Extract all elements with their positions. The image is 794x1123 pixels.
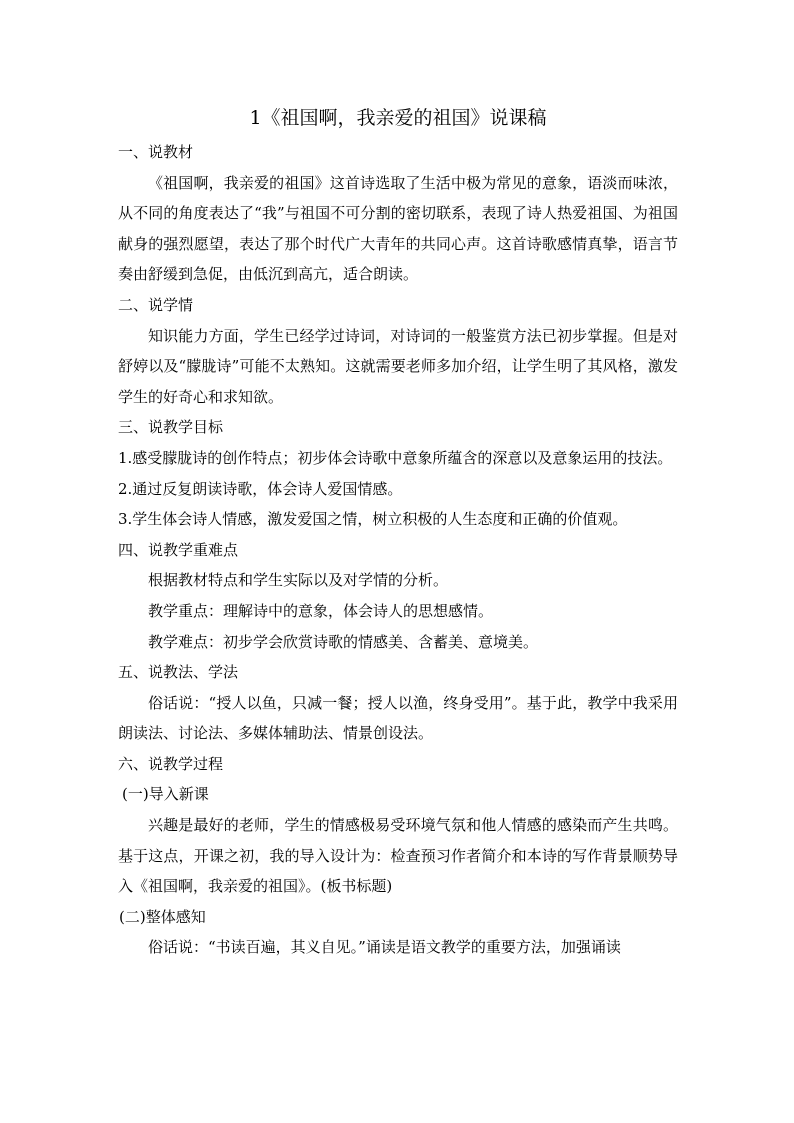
- subsection-heading-introduction: (一)导入新课: [122, 785, 209, 804]
- teaching-goal-2: 2.通过反复朗读诗歌，体会诗人爱国情感。: [118, 479, 403, 498]
- section-heading-key-points: 四、说教学重难点: [118, 540, 239, 559]
- paragraph-student-situation: 知识能力方面，学生已经学过诗词，对诗词的一般鉴赏方法已初步掌握。但是对舒婷以及“朦胧诗”可能不太熟知。这就需要老师多加介绍，让学生明了其风格，激发学生的好奇心和求知欲。: [118, 326, 678, 406]
- paragraph-overall-perception: 俗话说：“书读百遍，其义自见。”诵读是语文教学的重要方法，加强诵读: [148, 938, 621, 957]
- paragraph-key-points-basis: 根据教材特点和学生实际以及对学情的分析。: [148, 571, 449, 590]
- section-heading-teaching-process: 六、说教学过程: [118, 754, 224, 773]
- section-heading-teaching-goals: 三、说教学目标: [118, 418, 224, 437]
- teaching-goal-3: 3.学生体会诗人情感，激发爱国之情，树立积极的人生态度和正确的价值观。: [118, 510, 628, 529]
- subsection-heading-overall-perception: (二)整体感知: [119, 907, 206, 926]
- teaching-goal-1: 1.感受朦胧诗的创作特点；初步体会诗歌中意象所蕴含的深意以及意象运用的技法。: [118, 448, 673, 467]
- paragraph-difficult-point: 教学难点：初步学会欣赏诗歌的情感美、含蓄美、意境美。: [148, 632, 539, 651]
- section-heading-teaching-material: 一、说教材: [118, 143, 194, 161]
- document-page: [118, 104, 678, 963]
- paragraph-methods: 俗话说：“授人以鱼，只减一餐；授人以渔，终身受用”。基于此，教学中我采用朗读法、讨论法、多媒体辅助法、情景创设法。: [118, 693, 678, 743]
- paragraph-teaching-material: 《祖国啊，我亲爱的祖国》这首诗选取了生活中极为常见的意象，语淡而味浓，从不同的角度表达了“我”与祖国不可分割的密切联系，表现了诗人热爱祖国、为祖国献身的强烈愿望，表达了那个时代广大青年的共同心声。这首诗歌感情真挚，语言节奏由舒缓到急促，由低沉到高亢，适合朗读。: [118, 173, 678, 284]
- section-heading-student-situation: 二、说学情: [118, 295, 194, 314]
- paragraph-key-point: 教学重点：理解诗中的意象，体会诗人的思想感情。: [148, 601, 494, 620]
- paragraph-introduction: 兴趣是最好的老师，学生的情感极易受环境气氛和他人情感的感染而产生共鸣。基于这点，开课之初，我的导入设计为：检查预习作者简介和本诗的写作背景顺势导入《祖国啊，我亲爱的祖国》。(板书标题): [118, 816, 678, 896]
- document-title: 1《祖国啊，我亲爱的祖国》说课稿: [249, 107, 547, 129]
- section-heading-methods: 五、说教法、学法: [118, 663, 239, 682]
